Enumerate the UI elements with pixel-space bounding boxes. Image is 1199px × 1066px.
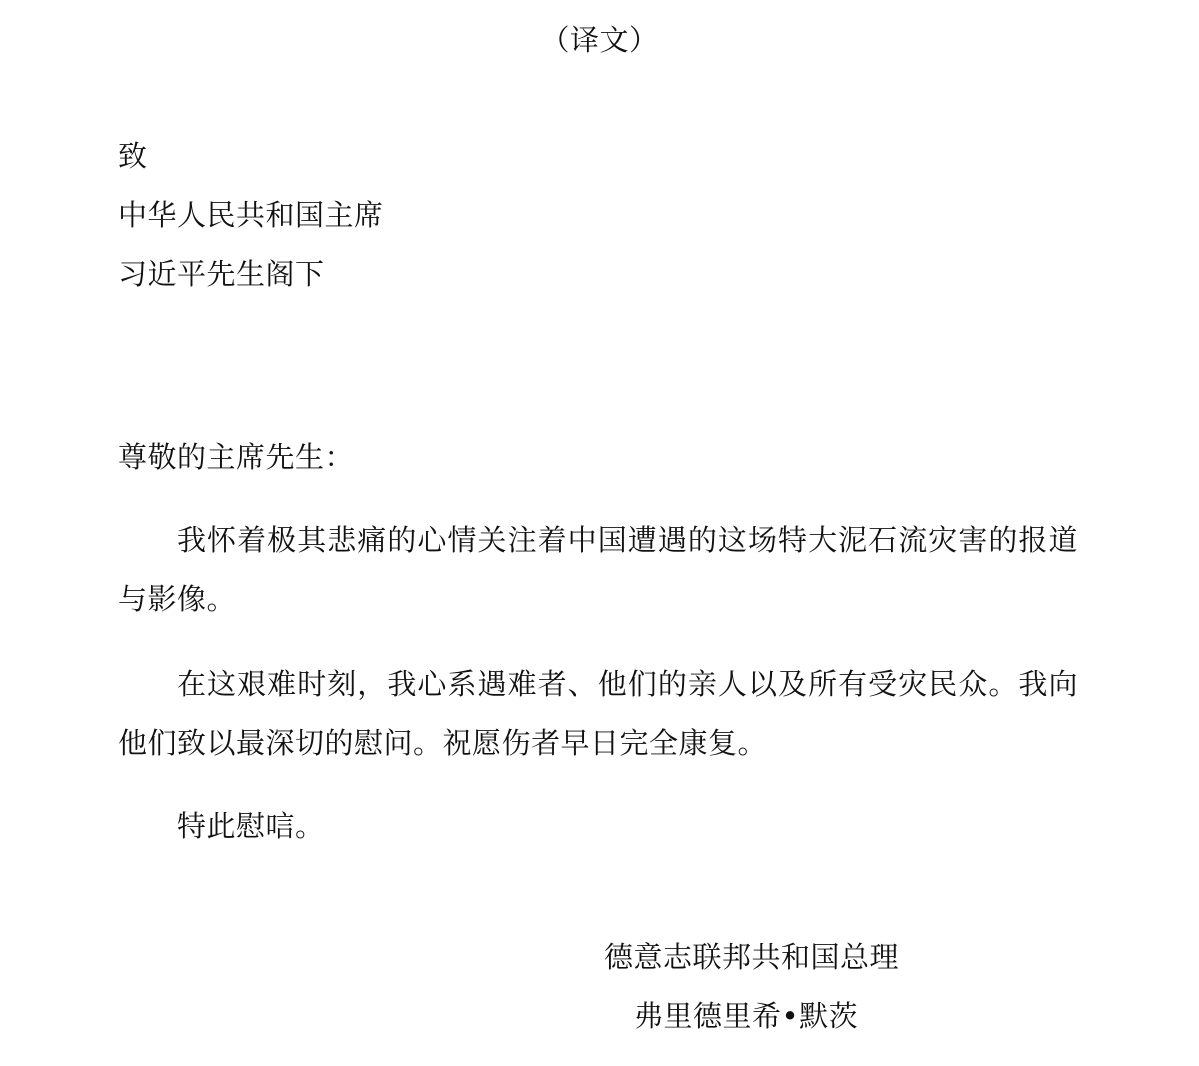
body-paragraph: 在这艰难时刻，我心系遇难者、他们的亲人以及所有受灾民众。我向他们致以最深切的慰问。祝愿伤者早日完全康复。: [118, 667, 1078, 760]
recipient-line-3: 习近平先生阁下: [118, 257, 325, 291]
recipient-line-1: 致: [118, 139, 148, 173]
salutation: 尊敬的主席先生：: [118, 440, 355, 474]
body-paragraph: 我怀着极其悲痛的心情关注着中国遭遇的这场特大泥石流灾害的报道与影像。: [118, 523, 1078, 616]
signature-title: 德意志联邦共和国总理: [604, 940, 900, 974]
closing-paragraph: 特此慰唁。: [177, 809, 325, 843]
document-title: （译文）: [540, 23, 659, 57]
recipient-line-2: 中华人民共和国主席: [118, 198, 384, 232]
signature-name: 弗里德里希•默茨: [634, 999, 859, 1033]
